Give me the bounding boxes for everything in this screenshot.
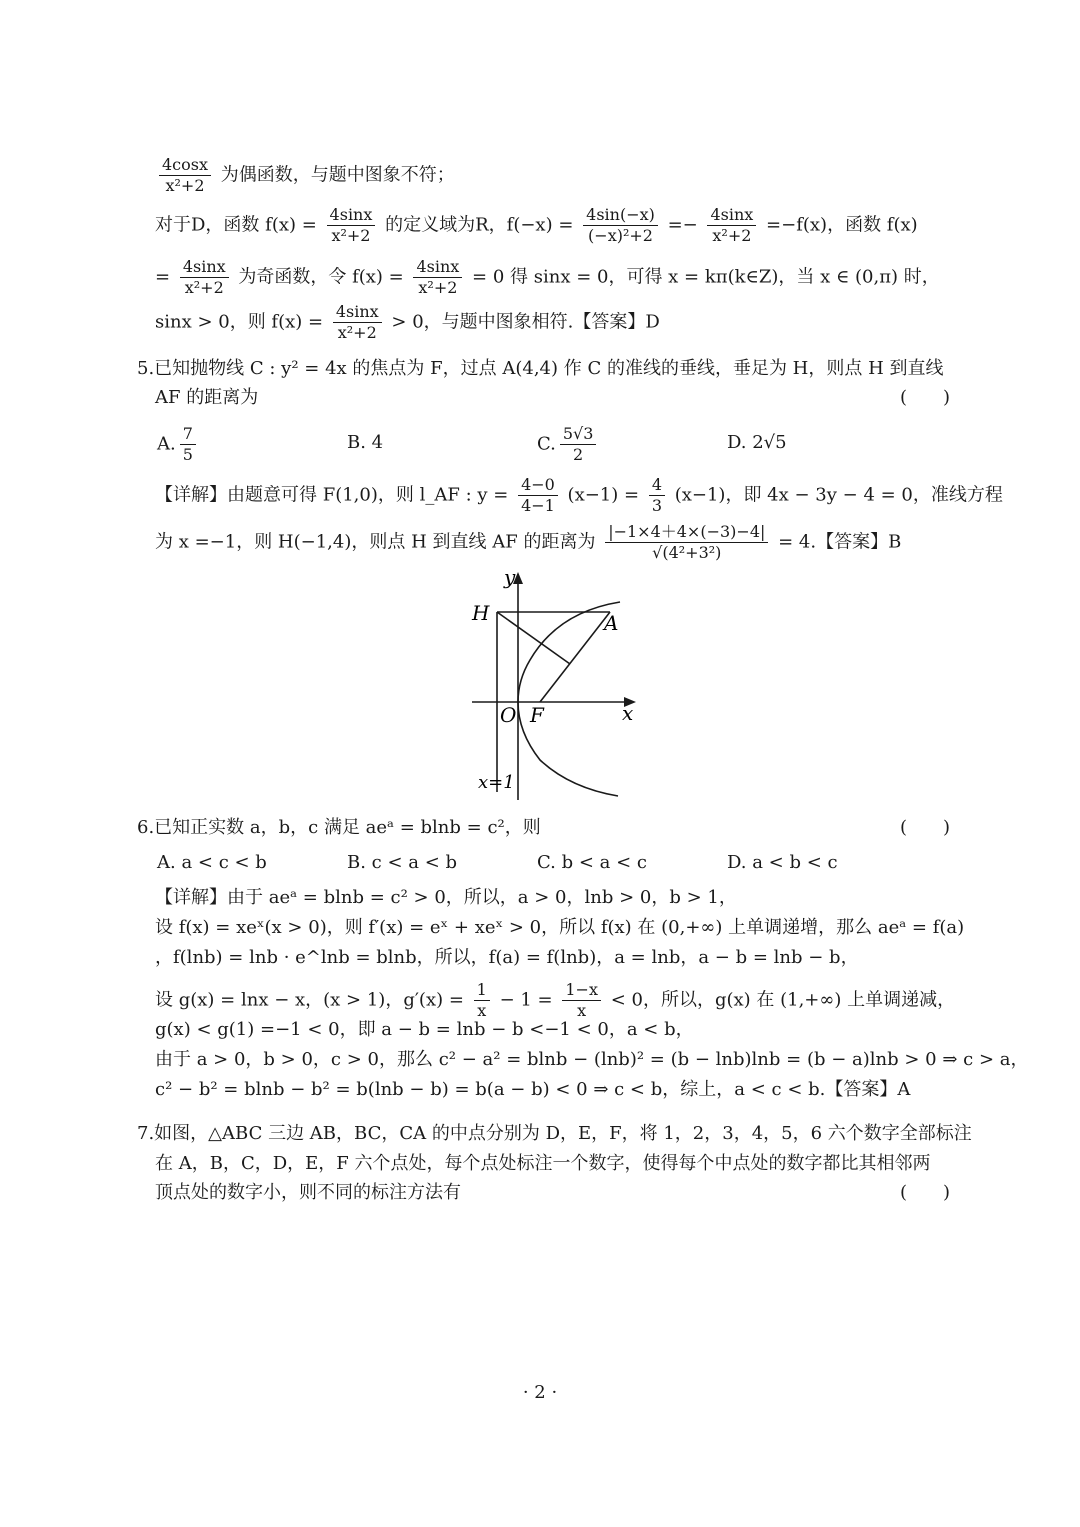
fraction: $\frac{1-x}{x}$ xyxy=(562,980,601,1021)
page-number: · 2 · xyxy=(522,1382,558,1403)
solution-line: ，f(lnb) = lnb · e^lnb = blnb，所以，f(a) = f(lnb)，a = lnb，a − b = lnb − b， xyxy=(155,947,859,968)
solution-line: 设 g(x) = lnx − x，(x > 1)，g′(x) = $\frac{1}{x}$ − 1 = $\frac{1-x}{x}$ < 0，所以，g(x) 在 (1,+∞) 上单调递减， xyxy=(155,980,956,1020)
solution-line: 【详解】由题意可得 F(1,0)，则 l_AF : y = $\frac{4-0}{4-1}$ (x−1) = $\frac{4}{3}$ (x−1)，即 4x − 3y − 4 = 0，准线方程 xyxy=(155,475,1003,515)
fraction: $\frac{4\sin x}{\text{x²+2}}$ xyxy=(413,257,462,298)
solution-line: g(x) < g(1) =−1 < 0，即 a − b = lnb − b <−1 < 0，a < b， xyxy=(155,1019,694,1040)
label-y: y xyxy=(504,565,516,589)
question-5-stem-cont: AF 的距离为 xyxy=(155,387,259,408)
text-line: 对于D，函数 f(x) = $\frac{4\sin x}{\text{x²+2}}$ 的定义域为R，f(−x) = $\frac{4\sin(-x)}{\text{(−x)²+2}}$ =− $\frac{4\sin x}{\text{x²+2}}$ =−f(x)，函数 f(x) xyxy=(155,205,918,245)
solution-line: 设 f(x) = xeˣ(x > 0)，则 f′(x) = eˣ + xeˣ > 0，所以 f(x) 在 (0,+∞) 上单调递增，那么 aeᵃ = f(a) xyxy=(155,917,965,938)
fraction: $\frac{4\sin x}{\text{x²+2}}$ xyxy=(180,257,229,298)
fraction: $\frac{5√3}{2}$ xyxy=(560,424,597,465)
option-c: C. b < a < c xyxy=(537,852,647,873)
option-b: B. c < a < b xyxy=(347,852,458,873)
label-o: O xyxy=(500,703,517,727)
fraction: $\frac{4}{3}$ xyxy=(649,475,665,516)
label-a: A xyxy=(604,611,619,635)
question-7-stem: 7.如图，△ABC 三边 AB，BC，CA 的中点分别为 D，E，F，将 1，2，3，4，5，6 六个数字全部标注 xyxy=(137,1123,972,1144)
fraction: $\frac{4\cos x}{\text{x²+2}}$ xyxy=(159,155,211,196)
question-7-stem-cont: 顶点处的数字小，则不同的标注方法有 xyxy=(155,1182,461,1203)
line-af xyxy=(540,612,610,702)
label-x: x xyxy=(622,701,634,725)
option-a: A. $\frac{7}{5}$ xyxy=(157,424,200,465)
solution-line: c² − b² = blnb − b² = b(lnb − b) = b(a − b) < 0 ⇒ c < b，综上，a < c < b.【答案】A xyxy=(155,1079,911,1100)
fraction: $\frac{4\sin x}{\text{x²+2}}$ xyxy=(707,205,756,246)
option-a: A. a < c < b xyxy=(157,852,267,873)
text-line: sinx > 0，则 f(x) = $\frac{4\sin x}{\text{x²+2}}$ > 0，与题中图象相符.【答案】D xyxy=(155,302,660,342)
answer-paren: ( ) xyxy=(899,1182,950,1203)
label-f: F xyxy=(530,703,544,727)
option-d: D. 2√5 xyxy=(727,432,787,453)
label-h: H xyxy=(472,601,490,625)
option-c: C. $\frac{5√3}{2}$ xyxy=(537,424,600,465)
solution-line: 为 x =−1，则 H(−1,4)，则点 H 到直线 AF 的距离为 $\frac{|-1\times 4+4\times(-3)-4|}{\text{√(4²+3²)}}$ = 4.【答案】B xyxy=(155,522,902,562)
fraction: $\frac{4\sin(-x)}{\text{(−x)²+2}}$ xyxy=(583,205,658,246)
question-7-stem-cont: 在 A，B，C，D，E，F 六个点处，每个点处标注一个数字，使得每个中点处的数字都比其相邻两 xyxy=(155,1153,931,1174)
question-6-stem: 6.已知正实数 a，b，c 满足 aeᵃ = blnb = c²，则 xyxy=(137,817,541,838)
text-line: = $\frac{4\sin x}{\text{x²+2}}$ 为奇函数，令 f(x) = $\frac{4\sin x}{\text{x²+2}}$ = 0 得 sinx = 0，可得 x = kπ(k∈Z)，当 x ∈ (0,π) 时， xyxy=(155,257,940,297)
question-5-stem: 5.已知抛物线 C : y² = 4x 的焦点为 F，过点 A(4,4) 作 C 的准线的垂线，垂足为 H，则点 H 到直线 xyxy=(137,358,944,379)
fraction: $\frac{1}{x}$ xyxy=(474,980,490,1021)
option-d: D. a < b < c xyxy=(727,852,838,873)
fraction: $\frac{4\sin x}{\text{x²+2}}$ xyxy=(333,302,382,343)
perpendicular-h xyxy=(497,612,570,664)
fraction: $\frac{4-0}{4-1}$ xyxy=(518,475,558,516)
option-b: B. 4 xyxy=(347,432,384,453)
parabola-figure xyxy=(460,560,650,805)
text-line: $\frac{4\cos x}{\text{x²+2}}$ 为偶函数，与题中图象不符； xyxy=(155,155,455,196)
solution-line: 【详解】由于 aeᵃ = blnb = c² > 0，所以，a > 0，lnb > 0，b > 1， xyxy=(155,887,737,908)
label-directrix: x=1 xyxy=(478,772,515,793)
answer-paren: ( ) xyxy=(899,387,950,408)
answer-paren: ( ) xyxy=(899,817,950,838)
fraction: $\frac{7}{5}$ xyxy=(180,424,196,465)
fraction: $\frac{4\sin x}{\text{x²+2}}$ xyxy=(327,205,376,246)
solution-line: 由于 a > 0，b > 0，c > 0，那么 c² − a² = blnb − (lnb)² = (b − lnb)lnb = (b − a)lnb > 0 ⇒ c > a， xyxy=(155,1049,1029,1070)
fraction: $\frac{|-1\times 4+4\times(-3)-4|}{\text{√(4²+3²)}}$ xyxy=(605,522,768,563)
